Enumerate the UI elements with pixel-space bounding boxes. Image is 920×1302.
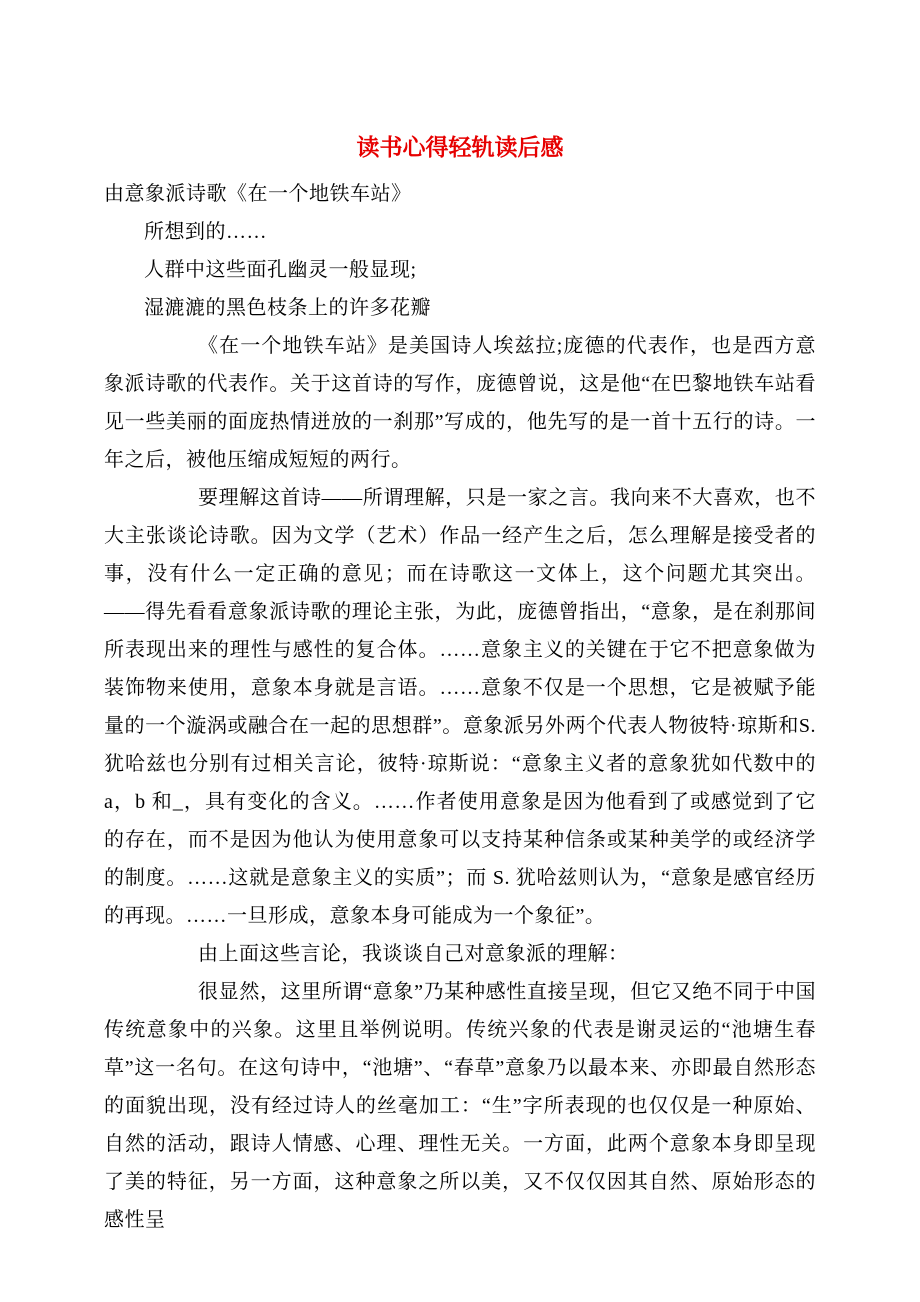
body-paragraph: 由上面这些言论，我谈谈自己对意象派的理解： [198, 943, 629, 965]
body-paragraph: 要理解这首诗——所谓理解，只是一家之言。我向来不大喜欢，也不大主张谈论诗歌。因为文学（艺术）作品一经产生之后，怎么理解是接受者的事，没有什么一定正确的意见；而在诗歌这一文体上，这个问题尤其突出。——得先看看意象派诗歌的理论主张，为此，庞德曾指出，“意象，是在刹那间所表现出来的理性与感性的复合体。……意象主义的关键在于它不把意象做为装饰物来使用，意象本身就是言语。……意象不仅是一个思想，它是被赋予能量的一个漩涡或融合在一起的思想群”。意象派另外两个代表人物彼特·琼斯和S. 犹哈兹也分别有过相关言论，彼特·琼斯说：“意象主义者的意象犹如代数中的a，b 和_，具有变化的含义。……作者使用意象是因为他看到了或感觉到了它的存在，而不是因为他认为使用意象可以支持某种信条或某种美学的或经济学的制度。……这就是意象主义的实质”；而 S. 犹哈兹则认为，“意象是感官经历的再现。……一旦形成，意象本身可能成为一个象征”。 [104, 487, 816, 927]
body-paragraph: 很显然，这里所谓“意象”乃某种感性直接呈现，但它又绝不同于中国传统意象中的兴象。这里且举例说明。传统兴象的代表是谢灵运的“池塘生春草”这一名句。在这句诗中，“池塘”、“春草”意象乃以最本来、亦即最自然形态的面貌出现，没有经过诗人的丝毫加工：“生”字所表现的也仅仅是一种原始、自然的活动，跟诗人情感、心理、理性无关。一方面，此两个意象本身即呈现了美的特征，另一方面，这种意象之所以美，又不仅仅因其自然、原始形态的感性呈 [104, 981, 816, 1231]
poem-line: 所想到的…… [144, 221, 267, 243]
document-title: 读书心得轻轨读后感 [356, 135, 564, 160]
intro-line: 由意象派诗歌《在一个地铁车站》 [104, 183, 412, 205]
poem-line: 人群中这些面孔幽灵一般显现; [144, 259, 417, 281]
poem-line: 湿漉漉的黑色枝条上的许多花瓣 [144, 297, 431, 319]
document-body [104, 175, 816, 1239]
body-paragraph: 《在一个地铁车站》是美国诗人埃兹拉;庞德的代表作，也是西方意象派诗歌的代表作。关于这首诗的写作，庞德曾说，这是他“在巴黎地铁车站看见一些美丽的面庞热情迸放的一刹那”写成的，他先写的是一首十五行的诗。一年之后，被他压缩成短短的两行。 [104, 335, 816, 471]
